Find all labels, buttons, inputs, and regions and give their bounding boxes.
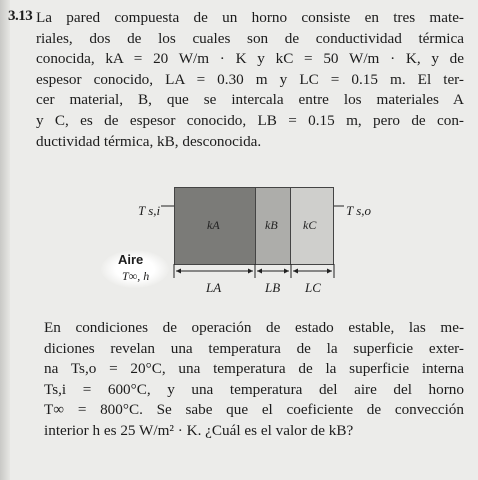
label-k-b: kB: [265, 218, 278, 232]
statement-line: na Ts,o = 20°C, una temperatura de la superficie interna: [44, 360, 464, 378]
label-k-a: kA: [207, 218, 220, 232]
problem-number: 3.13: [8, 8, 33, 24]
problem-line: ductividad térmica, kB, desconocida.: [36, 132, 262, 150]
statement-line: diciones revelan una temperatura de la superficie exter-: [44, 339, 464, 357]
statement-paragraph: [44, 318, 464, 442]
problem-line: riales, dos de los cuales son de conductividad térmica: [36, 29, 464, 47]
label-t-outer: T s,o: [346, 203, 372, 218]
dim-l-a: LA: [206, 280, 222, 295]
dim-l-c: LC: [305, 280, 321, 295]
statement-line: En condiciones de operación de estado estable, las me-: [44, 319, 464, 336]
air-params: T∞, h: [122, 269, 150, 283]
statement-line: interior h es 25 W/m² · K. ¿Cuál es el valor de kB?: [44, 421, 354, 439]
problem-line: La pared compuesta de un horno consiste en tres mate-: [36, 9, 464, 26]
label-t-inner: T s,i: [138, 203, 161, 218]
problem-line: cer material, B, que se intercala entre los materiales A: [36, 91, 464, 109]
air-label: Aire: [118, 252, 144, 267]
problem-line: y C, es de espesor conocido, LB = 0.15 m, pero de con-: [36, 111, 464, 129]
problem-line: espesor conocido, LA = 0.30 m y LC = 0.15 m. El ter-: [36, 70, 464, 88]
statement-line: Ts,i = 600°C, y una temperatura del aire del horno: [44, 380, 464, 398]
dim-l-b: LB: [265, 280, 281, 295]
statement-line: T∞ = 800°C. Se sabe que el coeficiente de convección: [44, 401, 464, 419]
problem-line: conocida, kA = 20 W/m · K y kC = 50 W/m · K, y de: [36, 50, 464, 68]
label-k-c: kC: [303, 218, 317, 232]
